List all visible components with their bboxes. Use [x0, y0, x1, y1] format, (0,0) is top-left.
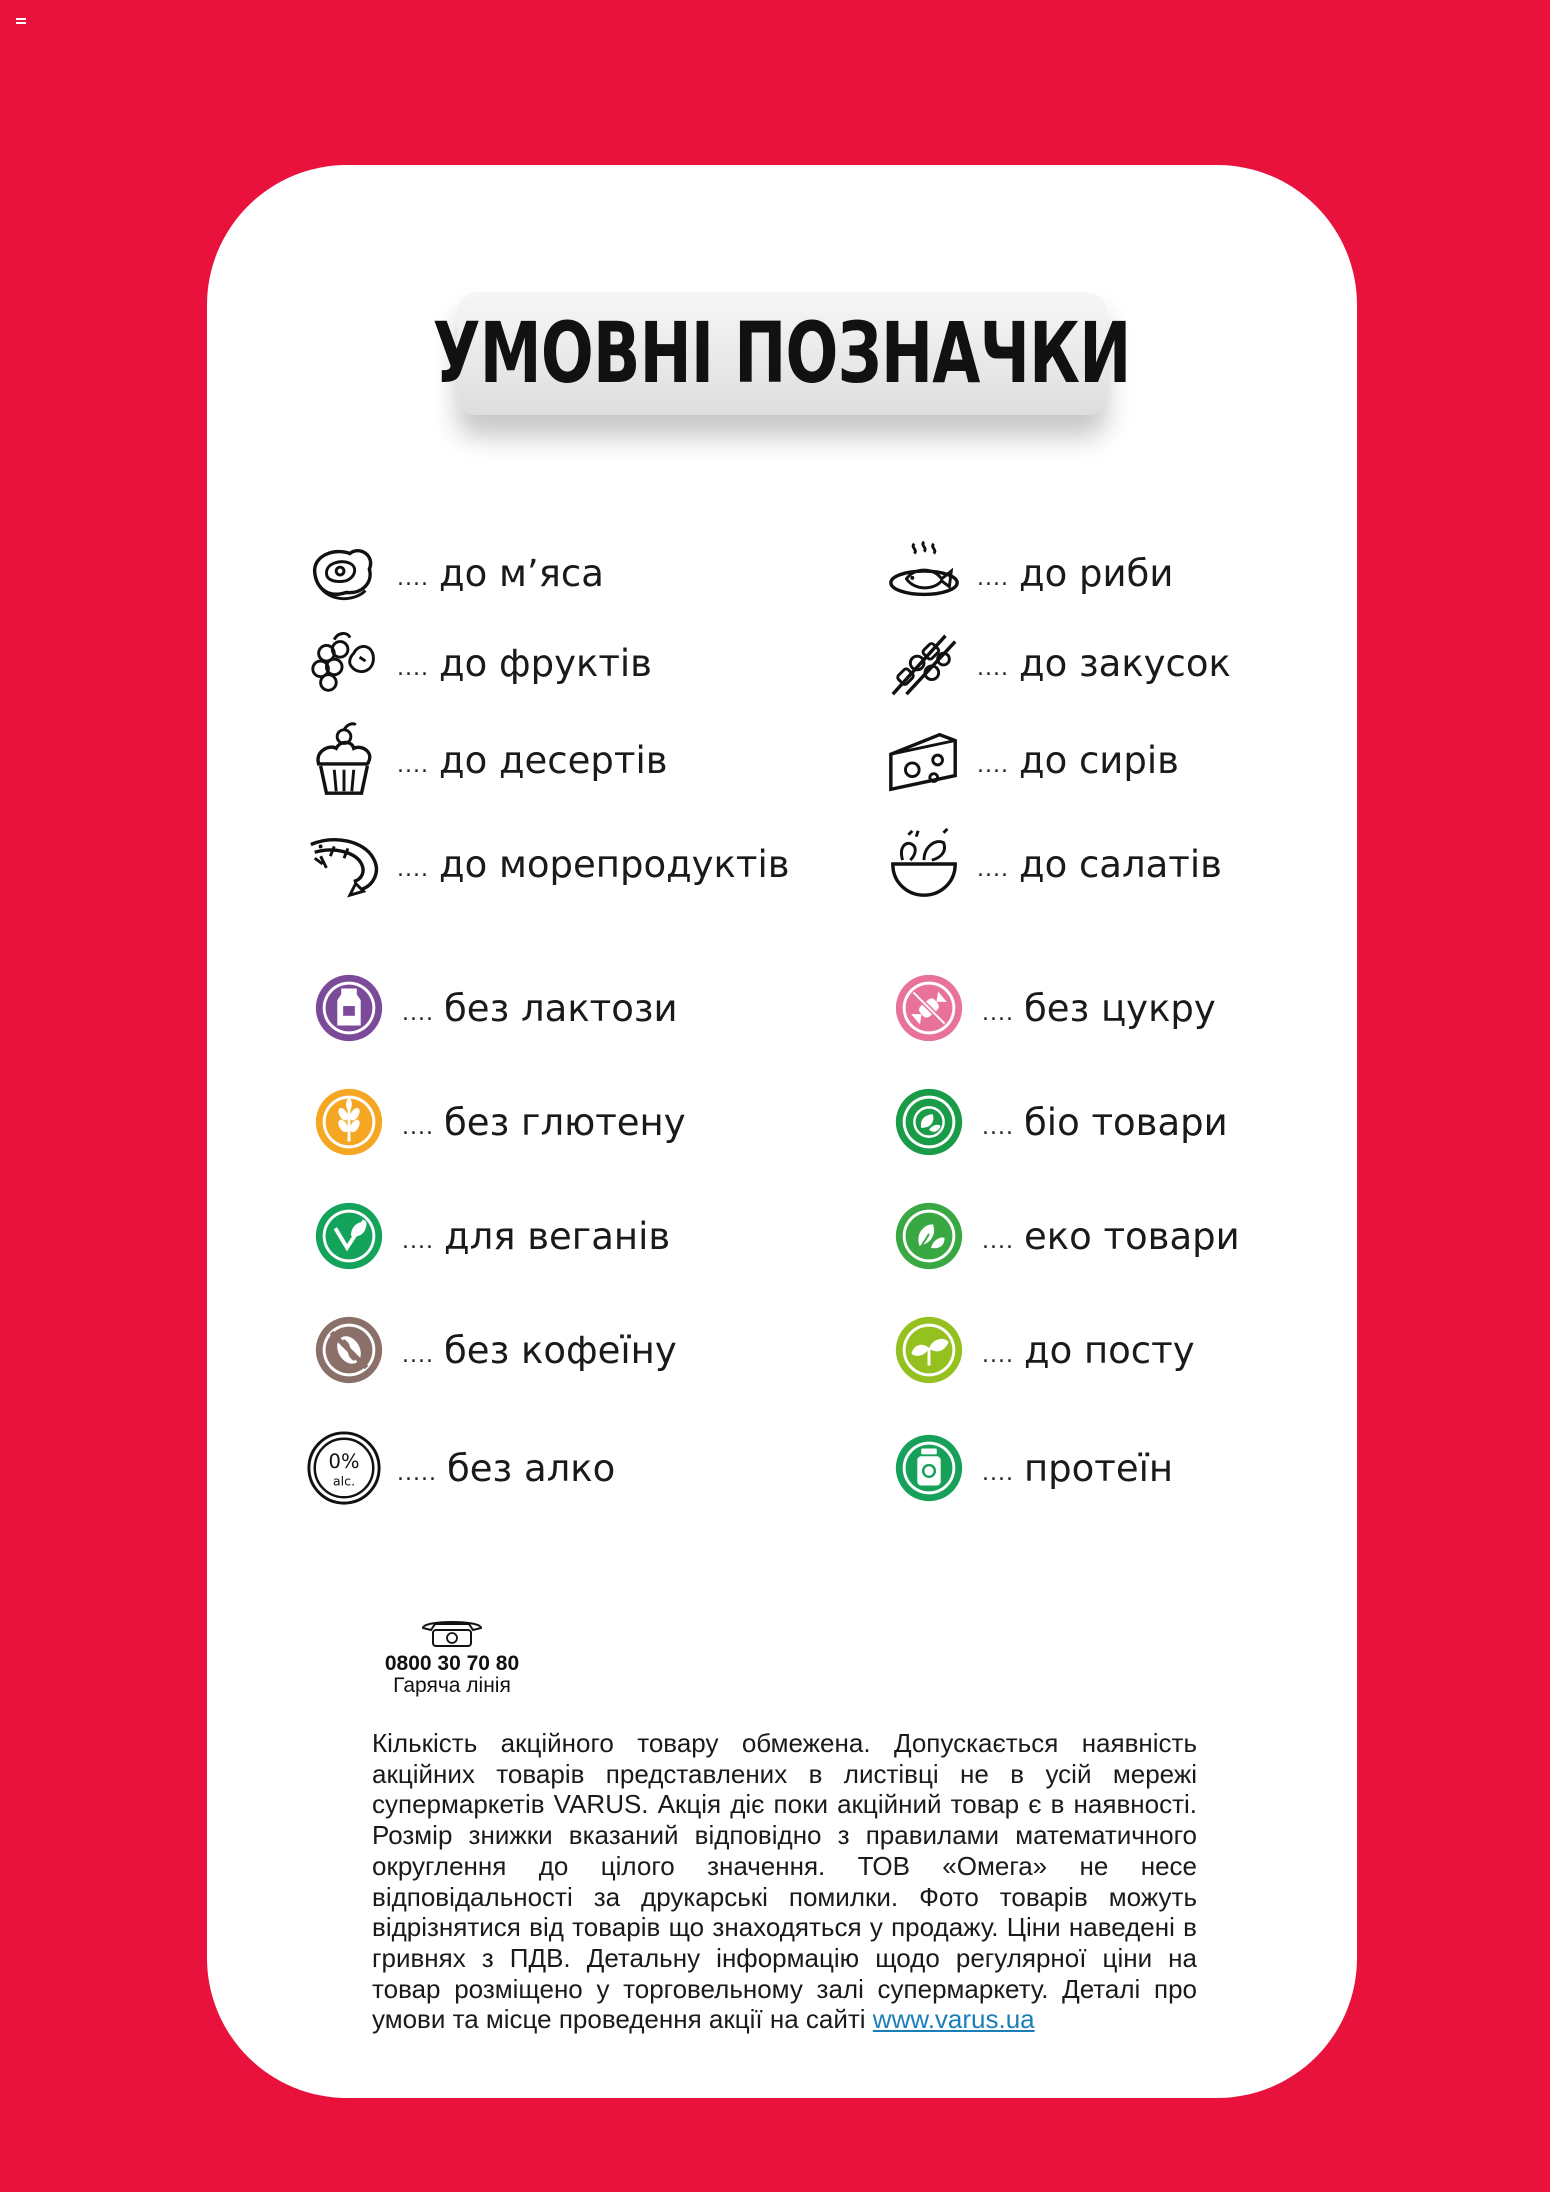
legend-label: до м’яса [438, 551, 604, 595]
legend-item-cheese [885, 721, 1179, 799]
fruits-icon [305, 624, 383, 702]
dots: .... [977, 655, 1009, 681]
legend-label: без глютену [443, 1100, 686, 1144]
page-title: УМОВНІ ПОЗНАЧКИ [433, 303, 1131, 402]
hotline-block [372, 1618, 532, 1698]
sugar-free-icon [890, 969, 968, 1047]
disclaimer-body: Кількість акційного товару обмежена. Допускається наявність акційних товарів представлених в листівці не в усій мережі супермаркетів VARUS. Акція діє поки акційний товар є в наявності. Розмір знижки вказаний відповідно з правилами математичного округлення до цілого значення. ТОВ «Омега» не несе відповідальності за друкарські помилки. Фото товарів можуть відрізнятися від товарів що знаходяться у продажу. Ціни наведені в гривнях з ПДВ. Детальну інформацію щодо регулярної ціни на товар розміщено у торговельному залі супермаркету. Деталі про умови та місце проведення акції на сайті [372, 1728, 1197, 2035]
dots: .... [397, 752, 429, 778]
legend-label: до риби [1018, 551, 1174, 595]
dots: .... [982, 1228, 1014, 1254]
legend-label: до сирів [1018, 738, 1179, 782]
legend-item-bio [890, 1083, 1228, 1161]
protein-icon [890, 1429, 968, 1507]
legend-label: без кофеїну [443, 1328, 677, 1372]
legend-item-salads [885, 825, 1222, 903]
dots: .... [402, 1000, 434, 1026]
cheese-icon [885, 721, 963, 799]
alcohol-badge-percent: 0% [328, 1450, 360, 1473]
caffeine-free-icon [310, 1311, 388, 1389]
legend-item-meat [305, 534, 604, 612]
salad-bowl-icon [885, 825, 963, 903]
website-link[interactable]: www.varus.ua [872, 2004, 1035, 2035]
dots: .... [982, 1460, 1014, 1486]
dots: .... [397, 856, 429, 882]
fish-icon [885, 534, 963, 612]
legend-item-vegan [310, 1197, 670, 1275]
dots: .... [977, 856, 1009, 882]
hotline-caption: Гаряча лінія [393, 1674, 511, 1697]
legend-item-caffeine-free [310, 1311, 677, 1389]
legend-label: до закусок [1018, 641, 1231, 685]
legend-label: еко товари [1023, 1214, 1240, 1258]
legend-label: протеїн [1023, 1446, 1174, 1490]
legend-item-fruits [305, 624, 652, 702]
dots: .... [982, 1342, 1014, 1368]
disclaimer-text [372, 1728, 1197, 2035]
legend-label: без цукру [1023, 986, 1216, 1030]
dots: .... [977, 752, 1009, 778]
dots: .... [402, 1342, 434, 1368]
legend-item-snacks [885, 624, 1231, 702]
legend-label: до посту [1023, 1328, 1195, 1372]
legend-label: до салатів [1018, 842, 1222, 886]
alcohol-free-icon [305, 1429, 383, 1507]
lactose-free-icon [310, 969, 388, 1047]
legend-label: до морепродуктів [438, 842, 790, 886]
legend-item-protein [890, 1429, 1173, 1507]
lent-icon [890, 1311, 968, 1389]
legend-label: до десертів [438, 738, 668, 782]
legend-item-desserts [305, 721, 668, 799]
legend-item-sugar-free [890, 969, 1216, 1047]
corner-menu-mark [16, 18, 26, 26]
dots: .... [397, 655, 429, 681]
alcohol-badge-unit: alc. [332, 1473, 356, 1489]
dots: .... [982, 1114, 1014, 1140]
legend-label: для веганів [443, 1214, 671, 1258]
dots: .... [402, 1114, 434, 1140]
dots: .... [397, 565, 429, 591]
telephone-icon [419, 1618, 485, 1648]
title-plate [433, 290, 1131, 415]
legend-label: до фруктів [438, 641, 652, 685]
hotline-number[interactable]: 0800 30 70 80 [384, 1652, 520, 1675]
legend-item-seafood [305, 825, 790, 903]
dots: .... [977, 565, 1009, 591]
snacks-skewer-icon [885, 624, 963, 702]
legend-item-eco [890, 1197, 1240, 1275]
legend-label: без алко [446, 1446, 616, 1490]
dots: .... [402, 1228, 434, 1254]
dots: .... [982, 1000, 1014, 1026]
legend-item-gluten-free [310, 1083, 686, 1161]
legend-item-alcohol-free [305, 1429, 615, 1507]
dessert-cupcake-icon [305, 721, 383, 799]
bio-products-icon [890, 1083, 968, 1161]
legend-label: біо товари [1023, 1100, 1228, 1144]
vegan-icon [310, 1197, 388, 1275]
shrimp-icon [305, 825, 383, 903]
legend-label: без лактози [443, 986, 678, 1030]
meat-icon [305, 534, 383, 612]
eco-products-icon [890, 1197, 968, 1275]
gluten-free-icon [310, 1083, 388, 1161]
dots: ..... [397, 1460, 437, 1486]
legend-item-fish [885, 534, 1173, 612]
legend-item-lactose-free [310, 969, 678, 1047]
legend-item-lent [890, 1311, 1195, 1389]
